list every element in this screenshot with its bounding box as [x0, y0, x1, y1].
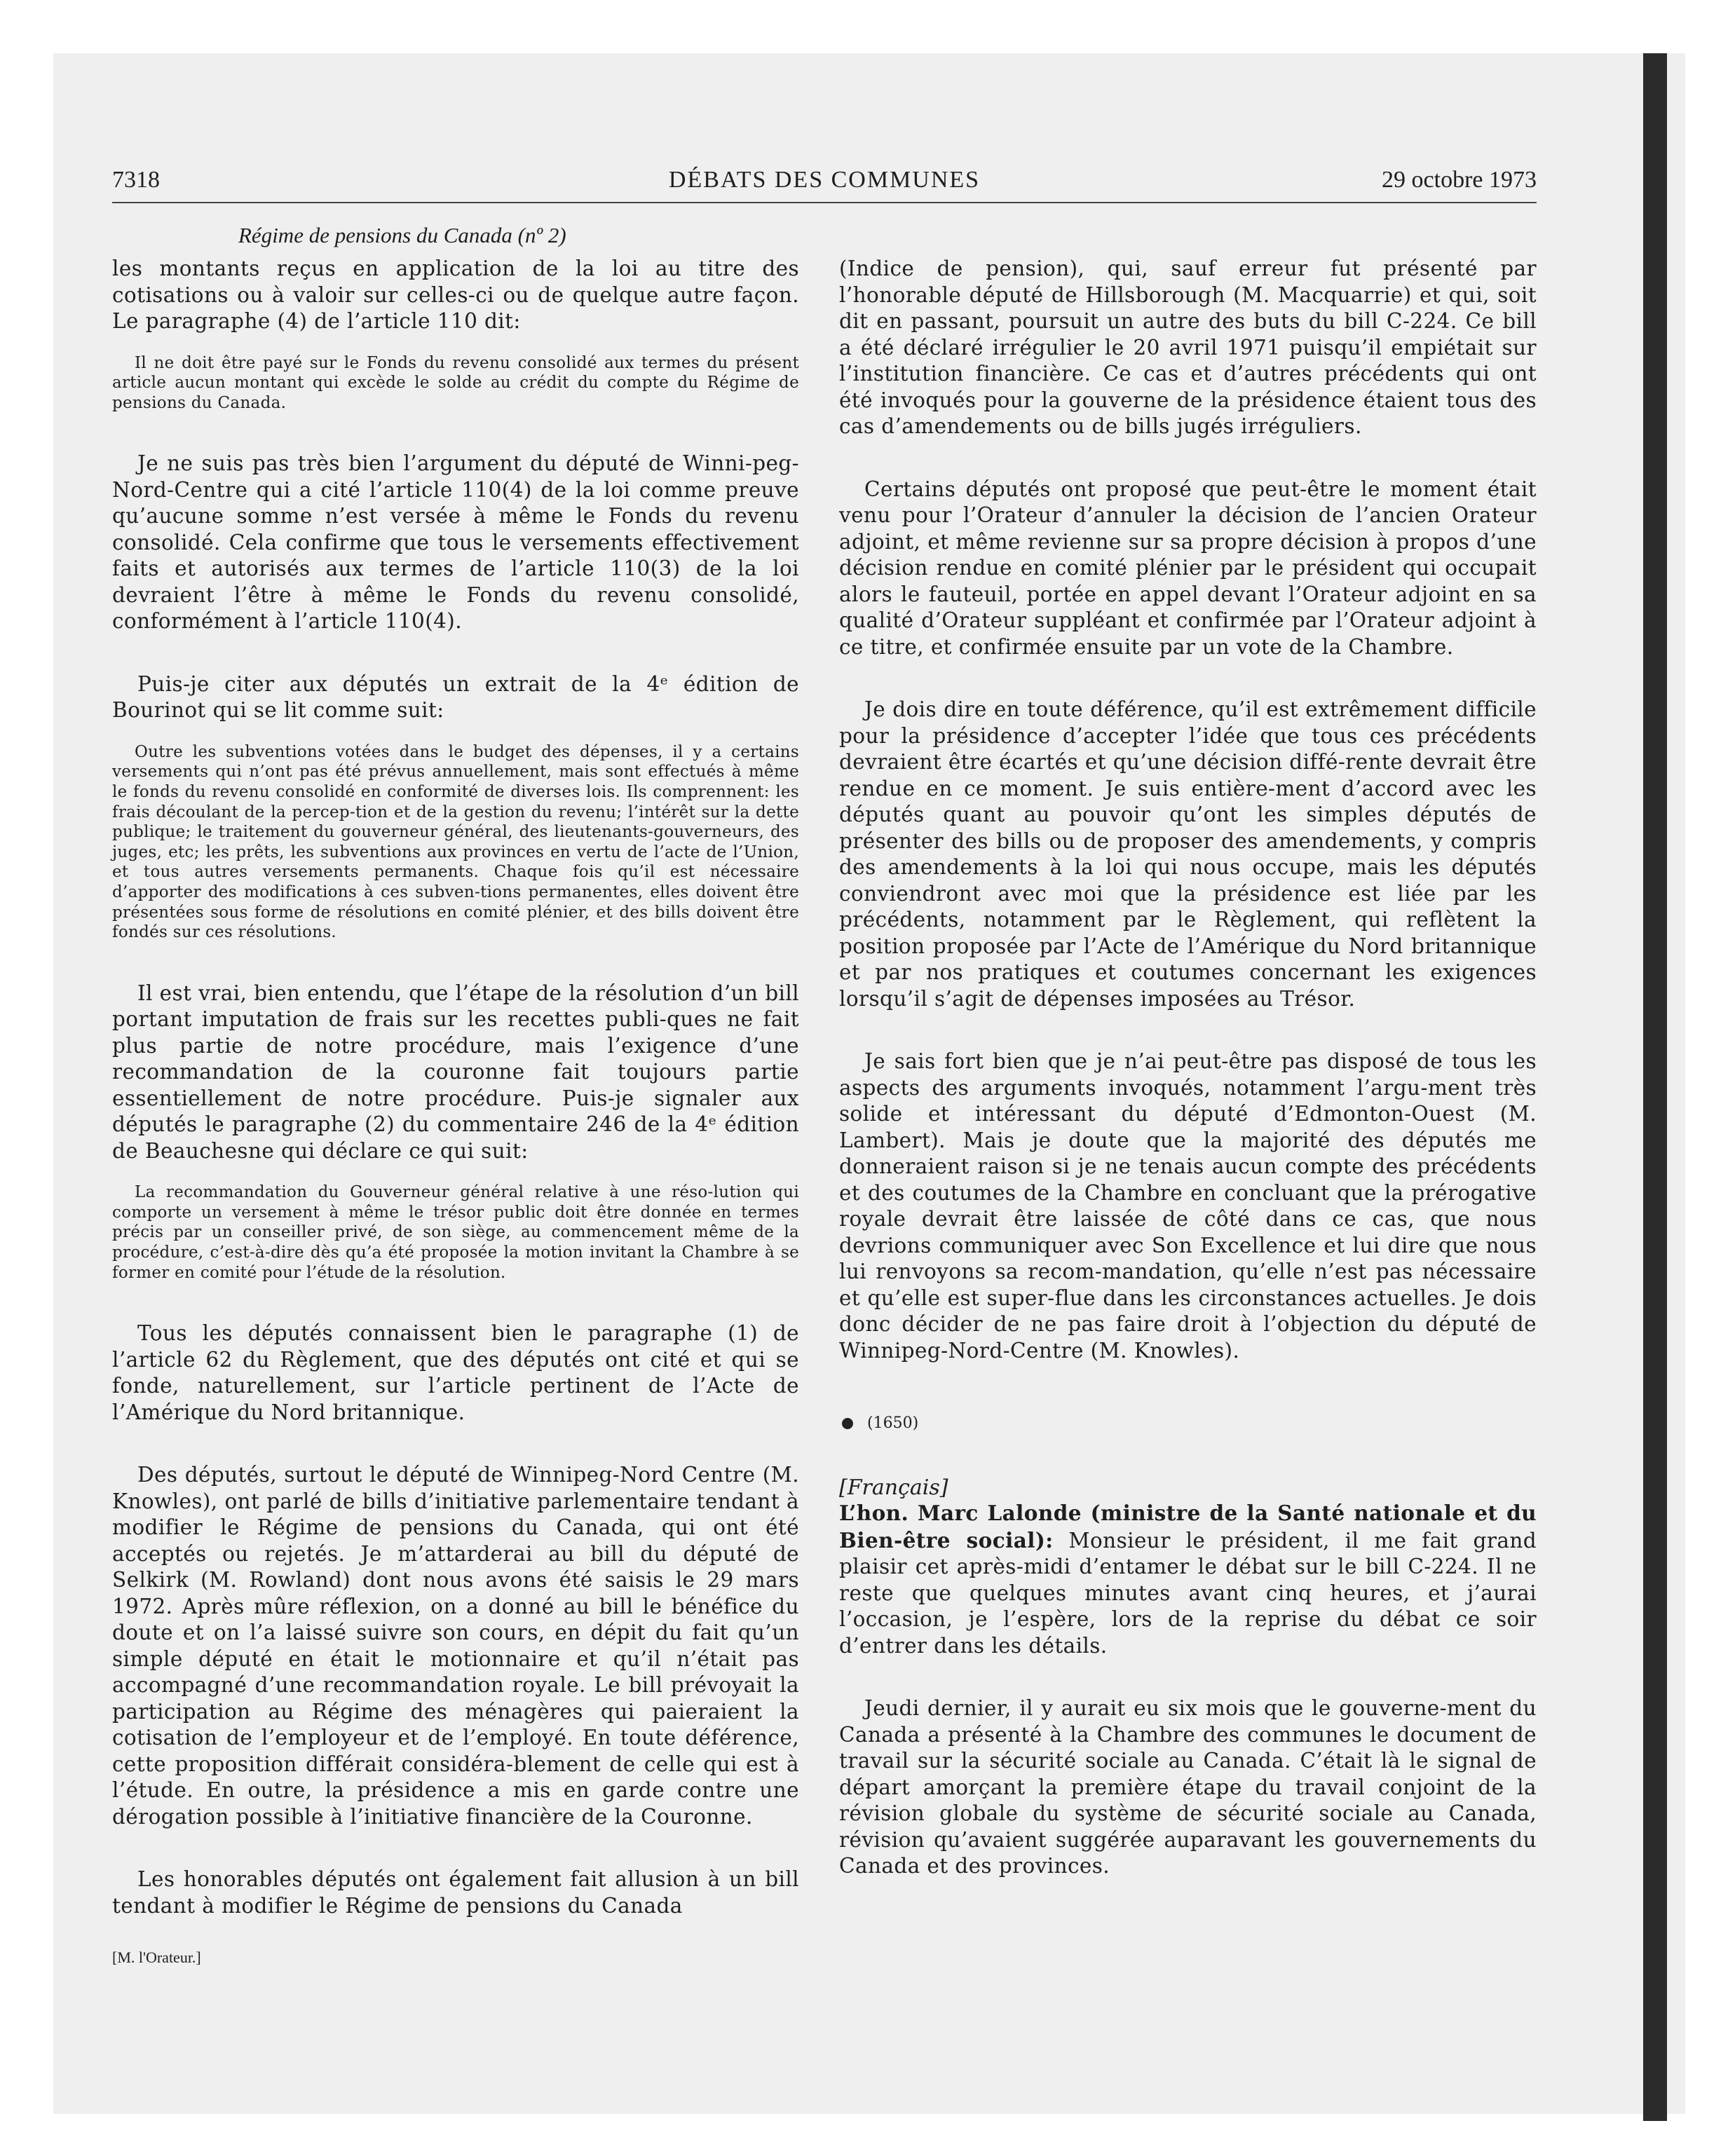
speaker-credit: [M. l'Orateur.] [112, 1949, 201, 1967]
block-quote: La recommandation du Gouverneur général relative à une réso-lution qui comporte un versement à même le trésor public doit être donnée en termes précis par un conseiller privé, de son siège, au commencement même de la procédure, c’est-à-dire dès qu’a été proposée la motion invitant la Chambre à se former en comité pour l’étude de la résolution. [112, 1183, 799, 1282]
paragraph: Jeudi dernier, il y aurait eu six mois que le gouverne-ment du Canada a présenté à la Chambre des communes le document de travail sur la sécurité sociale au Canada. C’était là le signal de départ amorçant la première étape du travail conjoint de la révision globale du système de sécurité sociale au Canada, révision qu’avaient suggérée auparavant les gouvernements du Canada et des provinces. [839, 1696, 1537, 1878]
speech-text: Monsieur le président, il me fait grand plaisir cet après-midi d’entamer le débat sur le bill C-224. Il ne reste que quelques minutes avant cinq heures, et j’aurai l’occasion, je l’espère, lors de la reprise du débat ce soir d’entrer dans les détails. [839, 1528, 1537, 1658]
block-quote: Outre les subventions votées dans le budget des dépenses, il y a certains versements qui n’ont pas été prévus annuellement, mais sont effectués à même le fonds du revenu consolidé en conformité de diverses lois. Ils comprennent: les frais découlant de la percep-tion et de la gestion du revenu; l’intérêt sur la dette publique; le traitement du gouverneur général, des lieutenants-gouverneurs, des juges, etc; les prêts, les subventions aux provinces en vertu de l’acte de l’Union, et tous autres versements permanents. Chaque fois qu’il est nécessaire d’apporter des modifications à ces subven-tions permanentes, elles doivent être présentées sous forme de résolutions en comité plénier, et des bills doivent être fondés sur ces résolutions. [112, 742, 799, 942]
right-column [839, 256, 1537, 1880]
page-date: 29 octobre 1973 [1382, 167, 1537, 193]
header-rule [112, 202, 1537, 203]
block-quote: Il ne doit être payé sur le Fonds du revenu consolidé aux termes du présent article aucun montant qui excède le solde au crédit du compte du Régime de pensions du Canada. [112, 353, 799, 412]
language-tag: [Français] [839, 1475, 948, 1500]
speaker-paragraph [839, 1500, 1537, 1659]
paragraph: Tous les députés connaissent bien le paragraphe (1) de l’article 62 du Règlement, que des députés ont cité et qui se fonde, naturellement, sur l’article pertinent de l’Acte de l’Amérique du Nord britannique. [112, 1321, 799, 1424]
page-header [112, 167, 1537, 199]
left-column [112, 256, 799, 1967]
paragraph: Je dois dire en toute déférence, qu’il est extrêmement difficile pour la présidence d’accepter l’idée que tous ces précédents devraient être écartés et qu’une décision diffé-rente devrait être rendue en ce moment. Je suis entière-ment d’accord avec les députés quant au pouvoir qu’ont les simples députés de présenter des bills ou de proposer des amendements, y compris des amendements à la loi qui nous occupe, mais les députés conviendront avec moi que la présidence est liée par les précédents, notamment par le Règlement, qui reflètent la position proposée par l’Acte de l’Amérique du Nord britannique et par nos pratiques et coutumes concernant les exigences lorsqu’il s’agit de dépenses imposées au Trésor. [839, 697, 1537, 1011]
page-number: 7318 [112, 167, 160, 193]
paragraph: Je ne suis pas très bien l’argument du député de Winni-peg-Nord-Centre qui a cité l’article 110(4) de la loi comme preuve qu’aucune somme n’est versée à même le Fonds du revenu consolidé. Cela confirme que tous le versements effectivement faits et autorisés aux termes de l’article 110(3) de la loi devraient l’être à même le Fonds du revenu consolidé, conformément à l’article 110(4). [112, 451, 799, 634]
time-marker-text: (1650) [867, 1414, 919, 1432]
publication-title: DÉBATS DES COMMUNES [668, 167, 981, 193]
paragraph: (Indice de pension), qui, sauf erreur fut présenté par l’honorable député de Hillsborough (M. Macquarrie) et qui, soit dit en passant, poursuit un autre des buts du bill C-224. Ce bill a été déclaré irrégulier le 20 avril 1971 puisqu’il empiétait sur l’institution financière. Ce cas et d’autres précédents qui ont été invoqués pour la gouverne de la présidence étaient tous des cas d’amendements ou de bills jugés irréguliers. [839, 257, 1537, 438]
speaker-name: L’hon. Marc Lalonde (ministre de la Santé nationale et du Bien-être social): [839, 1501, 1537, 1553]
paragraph: Puis-je citer aux députés un extrait de la 4ᵉ édition de Bourinot qui se lit comme suit: [112, 671, 799, 723]
running-head: Régime de pensions du Canada (nº 2) [238, 223, 566, 247]
paragraph: Les honorables députés ont également fait allusion à un bill tendant à modifier le Régime de pensions du Canada [112, 1867, 799, 1918]
time-marker [839, 1414, 1537, 1432]
scan-edge [1643, 53, 1667, 2121]
paragraph: Des députés, surtout le député de Winnipeg-Nord Centre (M. Knowles), ont parlé de bills d’initiative parlementaire tendant à modifier le Régime de pensions du Canada, qui ont été acceptés ou rejetés. Je m’attarderai au bill du député de Selkirk (M. Rowland) dont nous avons été saisis le 29 mars 1972. Après mûre réflexion, on a donné au bill le bénéfice du doute et on l’a laissé suivre son cours, en dépit du fait qu’un simple député en était le motionnaire et qu’il n’était pas accompagné d’une recommandation royale. Le bill prévoyait la participation au Régime des ménagères qui paieraient la cotisation de l’employeur et de l’employé. En toute déférence, cette proposition différait considéra-blement de celle qui est à l’étude. En outre, la présidence a mis en garde contre une dérogation possible à l’initiative financière de la Couronne. [112, 1463, 799, 1829]
paragraph: Je sais fort bien que je n’ai peut-être pas disposé de tous les aspects des arguments invoqués, notamment l’argu-ment très solide et intéressant du député d’Edmonton-Ouest (M. Lambert). Mais je doute que la majorité des députés me donneraient raison si je ne tenais aucun compte des précédents et des coutumes de la Chambre en concluant que la prérogative royale devrait être laissée de côté dans ce cas, que nous devrions communiquer avec Son Excellence et lui dire que nous lui renvoyons sa recom-mandation, qu’elle n’est pas nécessaire et qu’elle est super-flue dans les circonstances actuelles. Je dois donc décider de ne pas faire droit à l’objection du député de Winnipeg-Nord-Centre (M. Knowles). [839, 1049, 1537, 1363]
paragraph: Il est vrai, bien entendu, que l’étape de la résolution d’un bill portant imputation de frais sur les recettes publi-ques ne fait plus partie de notre procédure, mais l’exigence d’une recommandation de la couronne fait toujours partie essentiellement de notre procédure. Puis-je signaler aux députés le paragraphe (2) du commentaire 246 de la 4ᵉ édition de Beauchesne qui déclare ce qui suit: [112, 981, 799, 1163]
paragraph: Certains députés ont proposé que peut-être le moment était venu pour l’Orateur d’annuler la décision de l’ancien Orateur adjoint, et même revienne sur sa propre décision à propos d’une décision rendue en comité plénier par le président qui occupait alors le fauteuil, portée en appel devant l’Orateur adjoint en sa qualité d’Orateur suppléant et confirmée par l’Orateur adjoint à ce titre, et confirmée ensuite par un vote de la Chambre. [839, 477, 1537, 659]
bullet-icon [842, 1418, 853, 1429]
paragraph: les montants reçus en application de la loi au titre des cotisations ou à valoir sur celles-ci ou de quelque autre façon. Le paragraphe (4) de l’article 110 dit: [112, 257, 799, 333]
